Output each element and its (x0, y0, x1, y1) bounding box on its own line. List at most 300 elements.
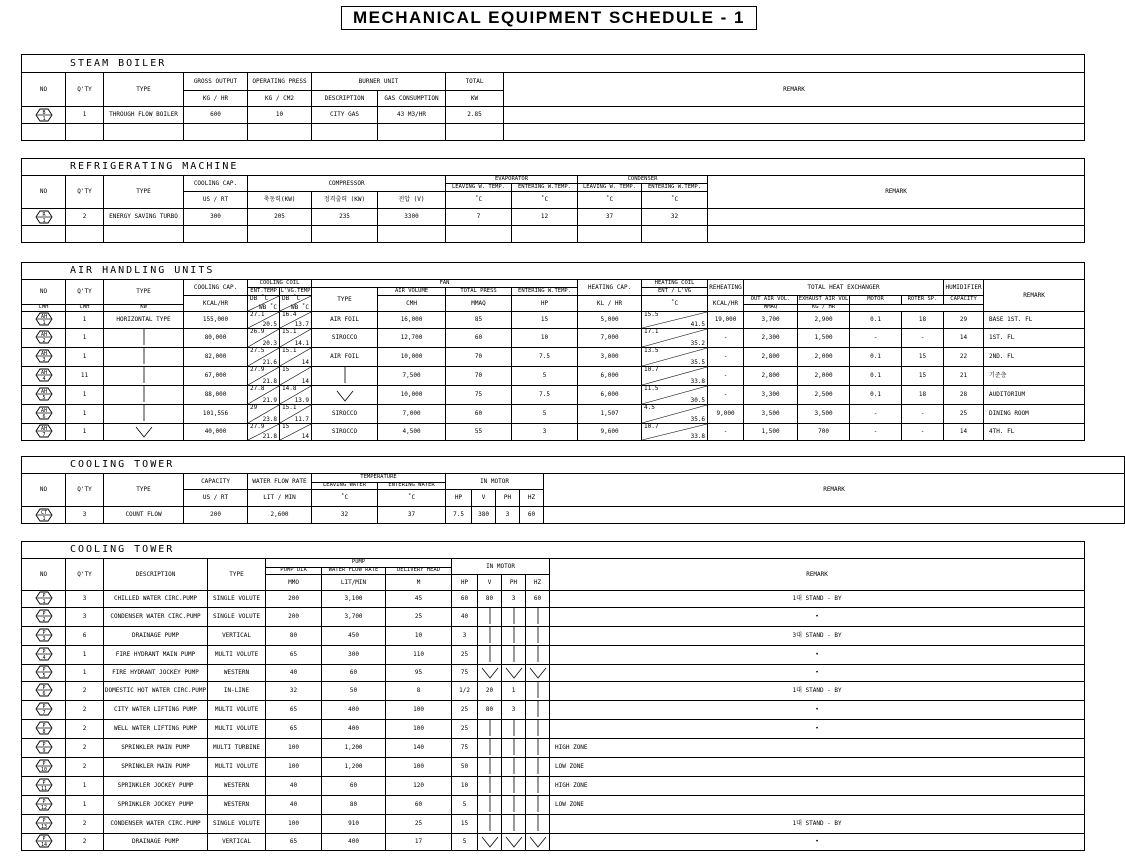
col-roter-sp: ROTER SP. (902, 296, 944, 305)
unit: MMO (266, 575, 322, 591)
cell: 3 (512, 424, 578, 441)
unit: MMAQ (446, 296, 512, 312)
col-voltage: 전압 (V) (378, 192, 446, 209)
cell: 40 (266, 796, 322, 815)
cell: - (850, 405, 902, 424)
equipment-badge (22, 815, 66, 834)
cell: SPRINKLER MAIN PUMP (104, 758, 208, 777)
cell: 80 (478, 591, 502, 608)
cell: DRAINAGE PUMP (104, 627, 208, 646)
col-ph: PH (502, 575, 526, 591)
cell: MULTI TURBINE (208, 739, 266, 758)
cell (312, 386, 378, 405)
equipment-tag-icon (35, 665, 53, 679)
cell: 40 (266, 777, 322, 796)
svg-text:P: P (41, 629, 46, 636)
cell: 1,507 (578, 405, 642, 424)
col-entering: ENTERING W.TEMP. (642, 184, 708, 192)
continuation-arrow-icon (480, 836, 500, 848)
col-remark: REMARK (544, 474, 1125, 507)
continuation-line-icon (513, 627, 515, 643)
continuation-line-icon (513, 739, 515, 755)
cell (526, 608, 550, 627)
col-entering-temp: ENTERING W.TEMP. (512, 288, 578, 296)
col-exhaust-air-vol: EXHAUST AIR VOL (798, 296, 850, 305)
cell: 100 (386, 701, 452, 720)
continuation-arrow-icon (504, 836, 524, 848)
svg-text:11: 11 (40, 786, 47, 792)
unit: KW (104, 305, 184, 312)
cell: - (708, 329, 744, 348)
cell: MULTI VOLUTE (208, 646, 266, 665)
cell (526, 665, 550, 682)
equipment-badge (22, 424, 66, 441)
cell: 12 (512, 209, 578, 226)
cell: 100 (386, 720, 452, 739)
equipment-badge (22, 608, 66, 627)
cell: LOW ZONE (550, 758, 1085, 777)
equipment-badge (22, 627, 66, 646)
cell: 11 (66, 367, 104, 386)
temp-split-cell: 4.5 35.6 (642, 405, 708, 424)
cell: HORIZONTAL TYPE (104, 312, 184, 329)
col-heating-coil: HEATING COIL (642, 280, 708, 288)
cell: 3 (502, 591, 526, 608)
svg-text:8: 8 (41, 729, 46, 735)
svg-text:AH: AH (40, 388, 47, 395)
cell: 6,000 (578, 386, 642, 405)
unit: LIT / MIN (248, 490, 312, 507)
equipment-badge (22, 367, 66, 386)
equipment-badge (22, 777, 66, 796)
col-qty: Q'TY (66, 559, 104, 591)
table-row (22, 627, 1085, 646)
cell: 200 (184, 507, 248, 524)
table-row (22, 348, 1085, 367)
cell: 32 (266, 682, 322, 701)
cell: 3,100 (322, 591, 386, 608)
cell: MULTI VOLUTE (208, 720, 266, 739)
continuation-line-icon (513, 777, 515, 793)
col-delivery-head: DELIVERY HEAD (386, 568, 452, 575)
col-type: TYPE (208, 559, 266, 591)
col-burner-unit: BURNER UNIT (312, 73, 446, 91)
cell: MULTI VOLUTE (208, 701, 266, 720)
cell (502, 608, 526, 627)
col-no: NO (22, 176, 66, 209)
equipment-tag-icon (35, 330, 53, 344)
cell (502, 834, 526, 851)
cell: 2 (66, 739, 104, 758)
temp-split-cell: 15.1 14 (280, 348, 312, 367)
cell: 200 (266, 591, 322, 608)
svg-text:2: 2 (41, 338, 46, 344)
cell: 25 (386, 608, 452, 627)
col-type: TYPE (104, 280, 184, 305)
cell: 10 (386, 627, 452, 646)
cell: 32 (642, 209, 708, 226)
temp-split-cell: 15 14 (280, 367, 312, 386)
cell: 28 (944, 386, 984, 405)
cell (478, 796, 502, 815)
cell: 1대 STAND - BY (550, 815, 1085, 834)
section-title: REFRIGERATING MACHINE (22, 159, 184, 176)
col-type: TYPE (104, 176, 184, 209)
cell: 1 (66, 777, 104, 796)
cell: 0.1 (850, 386, 902, 405)
cell: 101,556 (184, 405, 248, 424)
unit: LIT/MIN (322, 575, 386, 591)
continuation-line-icon (143, 386, 145, 402)
cell: 380 (472, 507, 496, 524)
col-cooling-coil: COOLING COIL (248, 280, 312, 288)
cell: 7.5 (512, 386, 578, 405)
cell: 18 (902, 312, 944, 329)
col-type: TYPE (104, 474, 184, 507)
cell: 37 (378, 507, 446, 524)
cell: 5,000 (578, 312, 642, 329)
col-capacity: CAPACITY (184, 474, 248, 490)
cell: 75 (446, 386, 512, 405)
cell (526, 701, 550, 720)
cell: 3 (66, 507, 104, 524)
equipment-badge (22, 405, 66, 424)
cell: - (850, 424, 902, 441)
cell: 7,000 (378, 405, 446, 424)
temp-split-cell: 26.9 20.3 (248, 329, 280, 348)
table-row (22, 608, 1085, 627)
cell: - (708, 424, 744, 441)
continuation-line-icon (489, 608, 491, 624)
cell: 80,000 (184, 329, 248, 348)
col-cooling-cap: COOLING CAP. (184, 280, 248, 296)
cell (526, 777, 550, 796)
cell: 4TH. FL (984, 424, 1085, 441)
cell: 14 (944, 329, 984, 348)
unit: ˚C (642, 296, 708, 312)
cell: 300 (184, 209, 248, 226)
cell: 100 (266, 758, 322, 777)
cell (504, 107, 1085, 124)
equipment-badge (22, 107, 66, 124)
cell: SPRINKLER JOCKEY PUMP (104, 796, 208, 815)
cell: • (550, 720, 1085, 739)
col-ph: PH (496, 490, 520, 507)
cell: - (708, 348, 744, 367)
cell: 2.85 (446, 107, 504, 124)
cell (104, 329, 184, 348)
col-rated-output: 정격출력 (KW) (312, 192, 378, 209)
cell: 235 (312, 209, 378, 226)
cell: 2 (66, 209, 104, 226)
svg-text:6: 6 (41, 691, 46, 697)
cell: 3,700 (322, 608, 386, 627)
cell: 400 (322, 834, 386, 851)
temp-split-cell: 13.5 35.5 (642, 348, 708, 367)
cell (526, 739, 550, 758)
cell: MULTI VOLUTE (208, 758, 266, 777)
col-lvg-temp: L'VG.TEMP (280, 287, 311, 294)
unit: KW (446, 91, 504, 107)
cell: 1,500 (744, 424, 798, 441)
cell: 14 (944, 424, 984, 441)
cell: 65 (266, 834, 322, 851)
col-fan: FAN (312, 280, 578, 288)
table-row (22, 796, 1085, 815)
svg-text:AH: AH (40, 331, 47, 338)
cell: 2,000 (798, 348, 850, 367)
continuation-line-icon (513, 758, 515, 774)
cell: 205 (248, 209, 312, 226)
cell (478, 739, 502, 758)
unit: HP (512, 296, 578, 312)
svg-text:9: 9 (41, 748, 46, 754)
svg-text:AH: AH (40, 350, 47, 357)
equipment-tag-icon (35, 349, 53, 363)
col-no: NO (22, 280, 66, 305)
cell: 140 (386, 739, 452, 758)
cell: 1,200 (322, 758, 386, 777)
cell: 2 (66, 758, 104, 777)
cell: BASE 1ST. FL (984, 312, 1085, 329)
unit: ˚C (446, 192, 512, 209)
svg-text:AH: AH (40, 369, 47, 376)
cell (478, 608, 502, 627)
equipment-tag-icon (35, 424, 53, 438)
page-title: MECHANICAL EQUIPMENT SCHEDULE - 1 (341, 6, 757, 30)
cell: 1 (66, 796, 104, 815)
cell: 1 (66, 312, 104, 329)
continuation-line-icon (489, 739, 491, 755)
col-v: V (472, 490, 496, 507)
cell: 2 (66, 815, 104, 834)
equipment-tag-icon (35, 406, 53, 420)
cell: 60 (446, 329, 512, 348)
cell: 20 (478, 682, 502, 701)
col-leaving: LEAVING W. TEMP. (578, 184, 642, 192)
temp-split-cell: 17.1 35.2 (642, 329, 708, 348)
cell: 1 (66, 665, 104, 682)
equipment-tag-icon (35, 628, 53, 642)
unit: KCAL/HR (184, 296, 248, 312)
section-title: STEAM BOILER (22, 55, 184, 73)
col-no: NO (22, 73, 66, 107)
cell: AUDITORIUM (984, 386, 1085, 405)
cell: SPRINKLER MAIN PUMP (104, 739, 208, 758)
continuation-line-icon (537, 627, 539, 643)
col-qty: Q'TY (66, 474, 104, 507)
svg-text:10: 10 (40, 767, 47, 773)
equipment-tag-icon (35, 816, 53, 830)
cell: 18 (902, 386, 944, 405)
cell: 7.5 (512, 348, 578, 367)
cell: DRAINAGE PUMP (104, 834, 208, 851)
cell: 2 (66, 701, 104, 720)
col-gross-output: GROSS OUTPUT (184, 73, 248, 91)
svg-text:P: P (41, 817, 46, 824)
col-out-air-vol: OUT AIR VOL. (744, 296, 798, 305)
continuation-line-icon (513, 720, 515, 736)
cell: • (550, 701, 1085, 720)
cell: 7.5 (446, 507, 472, 524)
cell (502, 665, 526, 682)
svg-text:AH: AH (40, 313, 47, 320)
cell: 1/2 (452, 682, 478, 701)
unit-db-wb: DB ˚C WB ˚C (280, 296, 312, 312)
cell (478, 777, 502, 796)
svg-text:5: 5 (41, 395, 46, 401)
cell (502, 777, 526, 796)
cell: 3,500 (798, 405, 850, 424)
cell (502, 758, 526, 777)
cell: 15 (452, 815, 478, 834)
unit: CMH (378, 296, 446, 312)
cell: 2,500 (798, 386, 850, 405)
cell (526, 796, 550, 815)
continuation-line-icon (537, 815, 539, 831)
continuation-line-icon (489, 720, 491, 736)
col-ent-temp: ENT.TEMP (248, 288, 280, 296)
unit: KG / HR (184, 91, 248, 107)
equipment-tag-icon (35, 312, 53, 326)
col-water-flow-rate: WATER FLOW RATE (322, 568, 386, 575)
cell: 1,200 (322, 739, 386, 758)
equipment-badge (22, 720, 66, 739)
cell: 1 (66, 107, 104, 124)
cell: 2,600 (248, 507, 312, 524)
cell: 155,000 (184, 312, 248, 329)
equipment-badge (22, 758, 66, 777)
svg-text:6: 6 (41, 414, 46, 420)
cell: 80 (322, 796, 386, 815)
equipment-tag-icon (35, 387, 53, 401)
table-row (22, 777, 1085, 796)
temp-split-cell: 15 14 (280, 424, 312, 441)
cell: 400 (322, 720, 386, 739)
unit: ˚C (378, 490, 446, 507)
cell: 50 (452, 758, 478, 777)
unit: KG / HR (798, 305, 850, 312)
temp-split-cell: 29 23.8 (248, 405, 280, 424)
cell: HIGH ZONE (550, 777, 1085, 796)
svg-text:7: 7 (41, 710, 46, 716)
cell: 110 (386, 646, 452, 665)
cell: COUNT FLOW (104, 507, 184, 524)
col-pump-dia: PUMP DIA (266, 568, 322, 575)
cell (526, 682, 550, 701)
cell: 37 (578, 209, 642, 226)
cell: AIR FOIL (312, 348, 378, 367)
table-row (22, 367, 1085, 386)
cell: 1대 STAND - BY (550, 591, 1085, 608)
svg-text:P: P (41, 741, 46, 748)
cell: 32 (312, 507, 378, 524)
col-condenser: CONDENSER (578, 176, 708, 184)
cell: 67,000 (184, 367, 248, 386)
cell: 3,500 (744, 405, 798, 424)
cell: • (550, 834, 1085, 851)
cell: SINGLE VOLUTE (208, 815, 266, 834)
cell: 2 (66, 682, 104, 701)
cell (526, 627, 550, 646)
cell: 80 (266, 627, 322, 646)
cell (104, 367, 184, 386)
table-row (22, 312, 1085, 329)
cell: SIROCCO (312, 405, 378, 424)
cell: 25 (452, 646, 478, 665)
equipment-badge (22, 701, 66, 720)
unit: US / RT (184, 192, 248, 209)
cell: 15 (902, 348, 944, 367)
continuation-line-icon (489, 777, 491, 793)
temp-split-cell: 27.9 21.8 (248, 367, 280, 386)
equipment-tag-icon (35, 609, 53, 623)
temp-split-cell: 27.1 20.5 (248, 312, 280, 329)
cell: 60 (526, 591, 550, 608)
continuation-arrow-icon (504, 667, 524, 679)
continuation-line-icon (537, 739, 539, 755)
cell: CONDENSER WATER CIRC.PUMP (104, 608, 208, 627)
cell: 65 (266, 646, 322, 665)
col-humidifier: HUMIDIFIER (944, 280, 984, 296)
col-remark: REMARK (504, 73, 1085, 107)
col-air-volume: AIR VOLUME (378, 288, 446, 296)
cell: 1대 STAND - BY (550, 682, 1085, 701)
equipment-badge (22, 507, 66, 524)
cell: 70 (446, 367, 512, 386)
cell (526, 758, 550, 777)
cell: 10 (248, 107, 312, 124)
cell: THROUGH FLOW BOILER (104, 107, 184, 124)
continuation-line-icon (537, 720, 539, 736)
equipment-tag-icon (35, 591, 53, 605)
continuation-line-icon (513, 815, 515, 831)
unit: ˚C (578, 192, 642, 209)
equipment-tag-icon (35, 834, 53, 848)
cell: 3 (502, 701, 526, 720)
cell: 16,000 (378, 312, 446, 329)
svg-text:P: P (41, 835, 46, 842)
temp-split-cell: 16.4 13.7 (280, 312, 312, 329)
cell (104, 405, 184, 424)
continuation-line-icon (489, 815, 491, 831)
equipment-tag-icon (35, 508, 53, 522)
table-row (22, 405, 1085, 424)
cell: 25 (944, 405, 984, 424)
cell: 60 (386, 796, 452, 815)
svg-text:7: 7 (41, 432, 46, 438)
col-capacity: CAPACITY (944, 296, 984, 305)
unit: CMH (22, 305, 66, 312)
cell: 3 (496, 507, 520, 524)
col-total: TOTAL (446, 73, 504, 91)
air-handling-units-table (21, 262, 1085, 441)
equipment-badge (22, 386, 66, 405)
equipment-tag-icon (35, 683, 53, 697)
cell: 7,000 (578, 329, 642, 348)
col-leaving: LEAVING W. TEMP. (446, 184, 512, 192)
cell: 3300 (378, 209, 446, 226)
svg-text:P: P (41, 592, 46, 599)
continuation-line-icon (143, 348, 145, 364)
cell: 5 (512, 367, 578, 386)
cell: 3 (66, 608, 104, 627)
col-v: V (478, 575, 502, 591)
temp-split-cell: 15.1 14.1 (280, 329, 312, 348)
equipment-tag-icon (35, 778, 53, 792)
cell: FIRE HYDRANT JOCKEY PUMP (104, 665, 208, 682)
cell: 3 (66, 591, 104, 608)
